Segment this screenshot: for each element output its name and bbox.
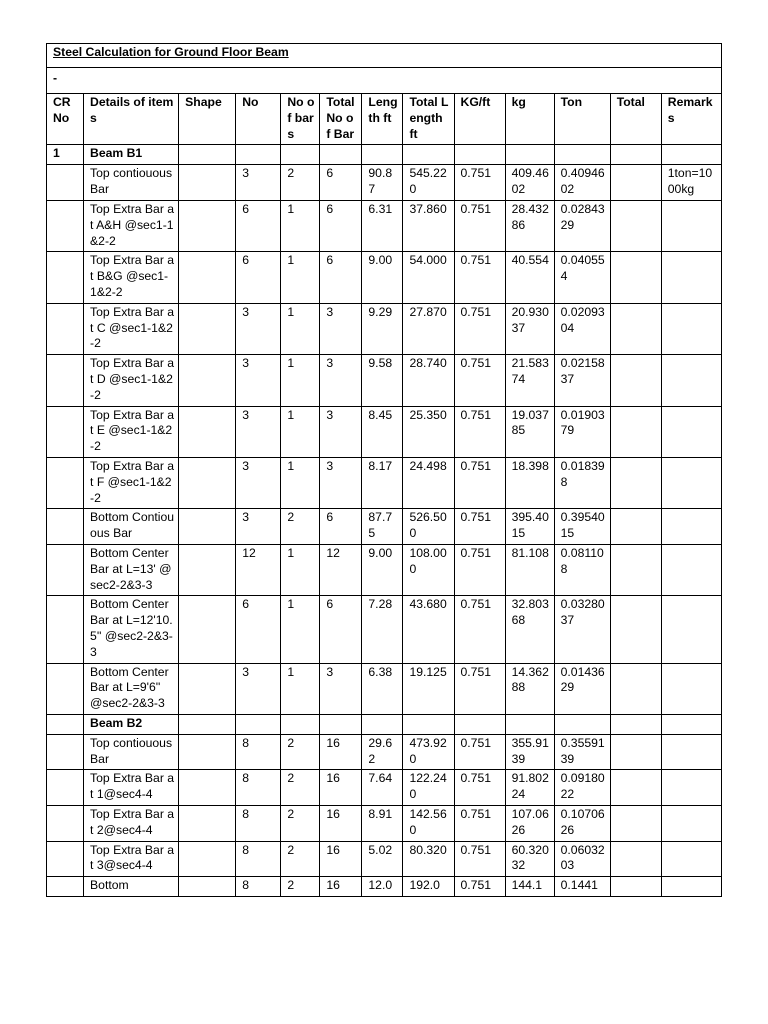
table-row	[47, 734, 722, 770]
no-of-bars-cell: 1	[281, 596, 320, 663]
remarks-cell	[661, 355, 721, 406]
cr-no-cell	[47, 596, 84, 663]
table-row	[47, 663, 722, 714]
empty-cell	[403, 145, 454, 165]
total-no-of-bar-cell: 16	[320, 877, 362, 897]
cr-no-cell	[47, 406, 84, 457]
length-cell: 87.75	[362, 509, 403, 545]
total-length-cell: 142.560	[403, 806, 454, 842]
kg-cell: 107.0626	[505, 806, 554, 842]
total-cell	[610, 734, 661, 770]
cr-no-cell	[47, 770, 84, 806]
title-row	[47, 44, 722, 68]
cr-no-cell	[47, 544, 84, 595]
total-no-of-bar-cell: 3	[320, 355, 362, 406]
remarks-cell	[661, 200, 721, 251]
length-cell: 12.0	[362, 877, 403, 897]
shape-cell	[179, 770, 236, 806]
total-cell	[610, 165, 661, 201]
ton-cell: 0.0603203	[554, 841, 610, 877]
total-no-of-bar-cell: 6	[320, 200, 362, 251]
empty-cell	[281, 714, 320, 734]
total-cell	[610, 596, 661, 663]
total-cell	[610, 806, 661, 842]
header-row	[47, 94, 722, 145]
header-kg: kg	[505, 94, 554, 145]
total-length-cell: 526.500	[403, 509, 454, 545]
ton-cell: 0.040554	[554, 252, 610, 303]
kg-cell: 40.554	[505, 252, 554, 303]
table-row	[47, 165, 722, 201]
table-row	[47, 544, 722, 595]
ton-cell: 0.1441	[554, 877, 610, 897]
shape-cell	[179, 406, 236, 457]
remarks-cell	[661, 841, 721, 877]
total-length-cell: 19.125	[403, 663, 454, 714]
cr-no-cell	[47, 734, 84, 770]
item-detail-cell: Top Extra Bar at D @sec1-1&2-2	[84, 355, 179, 406]
section-row	[47, 145, 722, 165]
item-detail-cell: Bottom	[84, 877, 179, 897]
no-cell: 8	[236, 841, 281, 877]
no-of-bars-cell: 1	[281, 303, 320, 354]
kg-per-ft-cell: 0.751	[454, 406, 505, 457]
total-cell	[610, 544, 661, 595]
total-cell	[610, 406, 661, 457]
total-no-of-bar-cell: 3	[320, 457, 362, 508]
length-cell: 9.00	[362, 544, 403, 595]
remarks-cell	[661, 406, 721, 457]
kg-per-ft-cell: 0.751	[454, 877, 505, 897]
total-length-cell: 37.860	[403, 200, 454, 251]
total-no-of-bar-cell: 3	[320, 663, 362, 714]
cr-no-cell	[47, 165, 84, 201]
kg-per-ft-cell: 0.751	[454, 303, 505, 354]
length-cell: 5.02	[362, 841, 403, 877]
length-cell: 9.00	[362, 252, 403, 303]
header-length: Length ft	[362, 94, 403, 145]
section-cr-no: 1	[47, 145, 84, 165]
item-detail-cell: Top Extra Bar at F @sec1-1&2-2	[84, 457, 179, 508]
cr-no-cell	[47, 806, 84, 842]
ton-cell: 0.081108	[554, 544, 610, 595]
total-no-of-bar-cell: 6	[320, 165, 362, 201]
length-cell: 9.58	[362, 355, 403, 406]
kg-cell: 32.80368	[505, 596, 554, 663]
section-cr-no	[47, 714, 84, 734]
remarks-cell	[661, 252, 721, 303]
empty-cell	[661, 714, 721, 734]
ton-cell: 0.1070626	[554, 806, 610, 842]
total-length-cell: 108.000	[403, 544, 454, 595]
empty-cell	[610, 145, 661, 165]
item-detail-cell: Top contiouous Bar	[84, 734, 179, 770]
item-detail-cell: Top Extra Bar at B&G @sec1-1&2-2	[84, 252, 179, 303]
empty-cell	[362, 145, 403, 165]
item-detail-cell: Bottom Center Bar at L=13' @sec2-2&3-3	[84, 544, 179, 595]
kg-per-ft-cell: 0.751	[454, 200, 505, 251]
subtitle-row	[47, 68, 722, 94]
header-total-length: Total Length ft	[403, 94, 454, 145]
header-cr-no: CR No	[47, 94, 84, 145]
total-cell	[610, 770, 661, 806]
sheet-subtitle: -	[47, 68, 722, 94]
sheet-title: Steel Calculation for Ground Floor Beam	[47, 44, 722, 68]
header-no: No	[236, 94, 281, 145]
remarks-cell	[661, 734, 721, 770]
no-cell: 3	[236, 663, 281, 714]
remarks-cell	[661, 509, 721, 545]
no-of-bars-cell: 2	[281, 770, 320, 806]
no-of-bars-cell: 1	[281, 544, 320, 595]
no-cell: 3	[236, 406, 281, 457]
total-length-cell: 27.870	[403, 303, 454, 354]
table-row	[47, 596, 722, 663]
kg-per-ft-cell: 0.751	[454, 509, 505, 545]
kg-cell: 81.108	[505, 544, 554, 595]
empty-cell	[236, 145, 281, 165]
empty-cell	[179, 714, 236, 734]
shape-cell	[179, 200, 236, 251]
total-length-cell: 545.220	[403, 165, 454, 201]
kg-cell: 355.9139	[505, 734, 554, 770]
remarks-cell	[661, 303, 721, 354]
length-cell: 8.17	[362, 457, 403, 508]
kg-cell: 21.58374	[505, 355, 554, 406]
table-row	[47, 509, 722, 545]
total-no-of-bar-cell: 16	[320, 734, 362, 770]
length-cell: 9.29	[362, 303, 403, 354]
shape-cell	[179, 303, 236, 354]
empty-cell	[179, 145, 236, 165]
kg-per-ft-cell: 0.751	[454, 596, 505, 663]
kg-cell: 18.398	[505, 457, 554, 508]
item-detail-cell: Top Extra Bar at A&H @sec1-1&2-2	[84, 200, 179, 251]
header-remarks: Remarks	[661, 94, 721, 145]
length-cell: 8.91	[362, 806, 403, 842]
total-no-of-bar-cell: 6	[320, 252, 362, 303]
header-details: Details of items	[84, 94, 179, 145]
kg-cell: 19.03785	[505, 406, 554, 457]
ton-cell: 0.0143629	[554, 663, 610, 714]
shape-cell	[179, 355, 236, 406]
total-length-cell: 80.320	[403, 841, 454, 877]
empty-cell	[281, 145, 320, 165]
item-detail-cell: Bottom Center Bar at L=9'6'' @sec2-2&3-3	[84, 663, 179, 714]
steel-calculation-table	[46, 43, 722, 897]
no-of-bars-cell: 1	[281, 252, 320, 303]
empty-cell	[454, 714, 505, 734]
kg-cell: 14.36288	[505, 663, 554, 714]
cr-no-cell	[47, 457, 84, 508]
no-cell: 6	[236, 252, 281, 303]
shape-cell	[179, 877, 236, 897]
remarks-cell	[661, 544, 721, 595]
table-row	[47, 406, 722, 457]
total-length-cell: 192.0	[403, 877, 454, 897]
total-length-cell: 473.920	[403, 734, 454, 770]
cr-no-cell	[47, 200, 84, 251]
no-of-bars-cell: 2	[281, 509, 320, 545]
ton-cell: 0.0215837	[554, 355, 610, 406]
no-of-bars-cell: 2	[281, 877, 320, 897]
item-detail-cell: Top Extra Bar at 1@sec4-4	[84, 770, 179, 806]
table-row	[47, 355, 722, 406]
kg-per-ft-cell: 0.751	[454, 734, 505, 770]
length-cell: 6.31	[362, 200, 403, 251]
item-detail-cell: Top contiouous Bar	[84, 165, 179, 201]
remarks-cell	[661, 877, 721, 897]
no-of-bars-cell: 2	[281, 841, 320, 877]
item-detail-cell: Top Extra Bar at 2@sec4-4	[84, 806, 179, 842]
length-cell: 6.38	[362, 663, 403, 714]
total-no-of-bar-cell: 12	[320, 544, 362, 595]
no-cell: 3	[236, 355, 281, 406]
total-length-cell: 25.350	[403, 406, 454, 457]
no-cell: 3	[236, 165, 281, 201]
empty-cell	[554, 714, 610, 734]
cr-no-cell	[47, 355, 84, 406]
kg-cell: 20.93037	[505, 303, 554, 354]
no-cell: 8	[236, 806, 281, 842]
no-of-bars-cell: 2	[281, 806, 320, 842]
table-row	[47, 877, 722, 897]
no-of-bars-cell: 1	[281, 457, 320, 508]
table-row	[47, 841, 722, 877]
kg-per-ft-cell: 0.751	[454, 663, 505, 714]
no-of-bars-cell: 1	[281, 355, 320, 406]
remarks-cell	[661, 663, 721, 714]
total-cell	[610, 200, 661, 251]
empty-cell	[554, 145, 610, 165]
item-detail-cell: Top Extra Bar at E @sec1-1&2-2	[84, 406, 179, 457]
total-length-cell: 28.740	[403, 355, 454, 406]
length-cell: 90.87	[362, 165, 403, 201]
total-cell	[610, 252, 661, 303]
ton-cell: 0.018398	[554, 457, 610, 508]
header-kg-per-ft: KG/ft	[454, 94, 505, 145]
table-row	[47, 770, 722, 806]
section-name: Beam B1	[84, 145, 179, 165]
remarks-cell	[661, 457, 721, 508]
no-of-bars-cell: 1	[281, 200, 320, 251]
total-cell	[610, 841, 661, 877]
kg-cell: 409.4602	[505, 165, 554, 201]
item-detail-cell: Top Extra Bar at 3@sec4-4	[84, 841, 179, 877]
cr-no-cell	[47, 841, 84, 877]
ton-cell: 0.0328037	[554, 596, 610, 663]
header-total: Total	[610, 94, 661, 145]
kg-per-ft-cell: 0.751	[454, 252, 505, 303]
total-length-cell: 43.680	[403, 596, 454, 663]
no-cell: 6	[236, 200, 281, 251]
no-cell: 8	[236, 877, 281, 897]
no-of-bars-cell: 2	[281, 734, 320, 770]
total-no-of-bar-cell: 3	[320, 406, 362, 457]
no-cell: 8	[236, 734, 281, 770]
total-no-of-bar-cell: 3	[320, 303, 362, 354]
ton-cell: 0.3559139	[554, 734, 610, 770]
kg-per-ft-cell: 0.751	[454, 806, 505, 842]
ton-cell: 0.0284329	[554, 200, 610, 251]
length-cell: 7.28	[362, 596, 403, 663]
header-no-of-bars: No of bars	[281, 94, 320, 145]
item-detail-cell: Top Extra Bar at C @sec1-1&2-2	[84, 303, 179, 354]
kg-cell: 395.4015	[505, 509, 554, 545]
total-cell	[610, 457, 661, 508]
remarks-cell	[661, 596, 721, 663]
shape-cell	[179, 663, 236, 714]
empty-cell	[320, 714, 362, 734]
empty-cell	[610, 714, 661, 734]
total-no-of-bar-cell: 16	[320, 806, 362, 842]
kg-per-ft-cell: 0.751	[454, 770, 505, 806]
header-ton: Ton	[554, 94, 610, 145]
total-cell	[610, 303, 661, 354]
ton-cell: 0.0209304	[554, 303, 610, 354]
kg-per-ft-cell: 0.751	[454, 355, 505, 406]
ton-cell: 0.0918022	[554, 770, 610, 806]
no-of-bars-cell: 1	[281, 663, 320, 714]
length-cell: 7.64	[362, 770, 403, 806]
total-cell	[610, 877, 661, 897]
table-row	[47, 806, 722, 842]
total-cell	[610, 355, 661, 406]
no-cell: 3	[236, 303, 281, 354]
section-row	[47, 714, 722, 734]
no-of-bars-cell: 1	[281, 406, 320, 457]
total-length-cell: 122.240	[403, 770, 454, 806]
total-no-of-bar-cell: 6	[320, 596, 362, 663]
empty-cell	[505, 714, 554, 734]
shape-cell	[179, 509, 236, 545]
no-cell: 3	[236, 509, 281, 545]
remarks-cell	[661, 806, 721, 842]
empty-cell	[236, 714, 281, 734]
empty-cell	[320, 145, 362, 165]
total-no-of-bar-cell: 16	[320, 770, 362, 806]
total-no-of-bar-cell: 16	[320, 841, 362, 877]
item-detail-cell: Bottom Center Bar at L=12'10.5'' @sec2-2&3-3	[84, 596, 179, 663]
empty-cell	[403, 714, 454, 734]
shape-cell	[179, 806, 236, 842]
total-length-cell: 54.000	[403, 252, 454, 303]
ton-cell: 0.4094602	[554, 165, 610, 201]
empty-cell	[661, 145, 721, 165]
no-cell: 3	[236, 457, 281, 508]
empty-cell	[454, 145, 505, 165]
shape-cell	[179, 457, 236, 508]
header-shape: Shape	[179, 94, 236, 145]
shape-cell	[179, 165, 236, 201]
kg-per-ft-cell: 0.751	[454, 544, 505, 595]
total-cell	[610, 663, 661, 714]
length-cell: 29.62	[362, 734, 403, 770]
kg-cell: 91.80224	[505, 770, 554, 806]
cr-no-cell	[47, 509, 84, 545]
kg-per-ft-cell: 0.751	[454, 841, 505, 877]
ton-cell: 0.3954015	[554, 509, 610, 545]
table-row	[47, 303, 722, 354]
table-row	[47, 252, 722, 303]
empty-cell	[505, 145, 554, 165]
no-cell: 8	[236, 770, 281, 806]
kg-cell: 144.1	[505, 877, 554, 897]
remarks-cell	[661, 770, 721, 806]
cr-no-cell	[47, 877, 84, 897]
no-of-bars-cell: 2	[281, 165, 320, 201]
shape-cell	[179, 734, 236, 770]
cr-no-cell	[47, 663, 84, 714]
kg-per-ft-cell: 0.751	[454, 457, 505, 508]
kg-cell: 60.32032	[505, 841, 554, 877]
shape-cell	[179, 544, 236, 595]
kg-cell: 28.43286	[505, 200, 554, 251]
header-total-no-of-bar: Total No of Bar	[320, 94, 362, 145]
section-name: Beam B2	[84, 714, 179, 734]
cr-no-cell	[47, 303, 84, 354]
length-cell: 8.45	[362, 406, 403, 457]
total-cell	[610, 509, 661, 545]
table-row	[47, 200, 722, 251]
kg-per-ft-cell: 0.751	[454, 165, 505, 201]
remarks-cell: 1ton=1000kg	[661, 165, 721, 201]
cr-no-cell	[47, 252, 84, 303]
no-cell: 12	[236, 544, 281, 595]
empty-cell	[362, 714, 403, 734]
no-cell: 6	[236, 596, 281, 663]
shape-cell	[179, 596, 236, 663]
total-length-cell: 24.498	[403, 457, 454, 508]
total-no-of-bar-cell: 6	[320, 509, 362, 545]
shape-cell	[179, 841, 236, 877]
shape-cell	[179, 252, 236, 303]
item-detail-cell: Bottom Contiouous Bar	[84, 509, 179, 545]
table-row	[47, 457, 722, 508]
ton-cell: 0.0190379	[554, 406, 610, 457]
